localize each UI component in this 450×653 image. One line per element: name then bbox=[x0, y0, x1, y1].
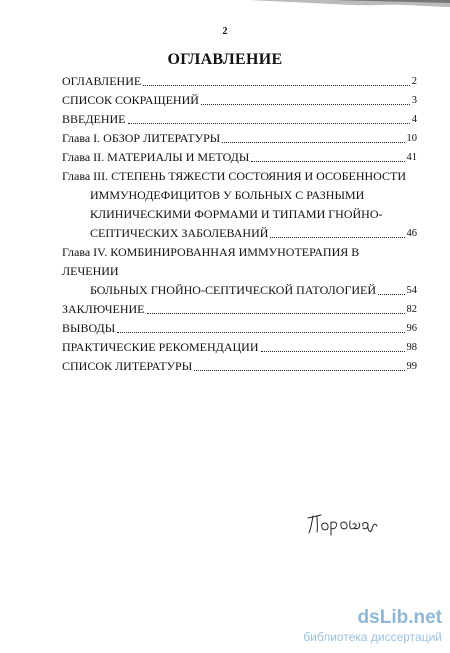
toc-entry bbox=[62, 243, 417, 300]
toc-entry bbox=[62, 91, 417, 110]
toc-entry bbox=[62, 110, 417, 129]
toc-entry-page: 10 bbox=[406, 133, 417, 144]
dot-leader bbox=[222, 142, 404, 143]
watermark-subtitle: библиотека диссертаций bbox=[303, 630, 442, 644]
toc-entry bbox=[62, 319, 417, 338]
dot-leader bbox=[251, 161, 404, 162]
toc-entry-line: БОЛЬНЫХ ГНОЙНО-СЕПТИЧЕСКОЙ ПАТОЛОГИЕЙ bbox=[90, 283, 377, 297]
toc-entry-line: ИММУНОДЕФИЦИТОВ У БОЛЬНЫХ С РАЗНЫМИ bbox=[90, 188, 365, 202]
toc-entry-label: СПИСОК СОКРАЩЕНИЙ bbox=[62, 93, 199, 107]
toc-entry-label: Глава II. МАТЕРИАЛЫ И МЕТОДЫ bbox=[62, 150, 250, 164]
toc-entry-label: ПРАКТИЧЕСКИЕ РЕКОМЕНДАЦИИ bbox=[62, 340, 259, 354]
toc-entry-line: Глава IV. КОМБИНИРОВАННАЯ ИММУНОТЕРАПИЯ В ЛЕЧЕНИИ bbox=[62, 245, 360, 278]
handwritten-signature bbox=[305, 509, 385, 537]
toc-entry bbox=[62, 338, 417, 357]
toc-entry-page: 98 bbox=[406, 342, 417, 353]
toc-entry-page: 54 bbox=[406, 285, 417, 296]
dot-leader bbox=[117, 332, 404, 333]
scan-edge-shadow bbox=[0, 0, 450, 12]
toc-entry-label: СПИСОК ЛИТЕРАТУРЫ bbox=[62, 359, 193, 373]
toc-entry bbox=[62, 148, 417, 167]
dot-leader bbox=[378, 294, 404, 295]
dot-leader bbox=[143, 85, 410, 86]
toc-entry-page: 46 bbox=[406, 228, 417, 239]
toc-entry-page: 99 bbox=[406, 361, 417, 372]
toc-entry bbox=[62, 167, 417, 243]
toc-entry-last-line bbox=[62, 281, 417, 300]
toc-entry-label: Глава I. ОБЗОР ЛИТЕРАТУРЫ bbox=[62, 131, 221, 145]
dot-leader bbox=[194, 370, 404, 371]
toc-entry bbox=[62, 300, 417, 319]
toc-entry-label: ЗАКЛЮЧЕНИЕ bbox=[62, 302, 145, 316]
toc-entry-page: 96 bbox=[406, 323, 417, 334]
toc-entry-line: Глава III. СТЕПЕНЬ ТЯЖЕСТИ СОСТОЯНИЯ И ОСОБЕННОСТИ bbox=[62, 169, 406, 183]
dot-leader bbox=[201, 104, 410, 105]
dot-leader bbox=[261, 351, 405, 352]
dot-leader bbox=[270, 237, 404, 238]
toc-entry-label: ВВЕДЕНИЕ bbox=[62, 112, 126, 126]
dot-leader bbox=[147, 313, 405, 314]
toc-entry-label: ОГЛАВЛЕНИЕ bbox=[62, 74, 142, 88]
table-of-contents bbox=[62, 72, 417, 376]
toc-entry bbox=[62, 357, 417, 376]
toc-entry-line: КЛИНИЧЕСКИМИ ФОРМАМИ И ТИПАМИ ГНОЙНО- bbox=[90, 207, 383, 221]
page-number: 2 bbox=[222, 26, 228, 37]
watermark bbox=[292, 607, 442, 647]
toc-entry bbox=[62, 72, 417, 91]
toc-entry bbox=[62, 129, 417, 148]
page-title: ОГЛАВЛЕНИЕ bbox=[167, 51, 283, 68]
toc-entry-page: 4 bbox=[411, 114, 417, 125]
watermark-logo: dsLib.net bbox=[357, 607, 442, 628]
toc-entry-last-line bbox=[62, 224, 417, 243]
toc-entry-line: СЕПТИЧЕСКИХ ЗАБОЛЕВАНИЙ bbox=[90, 226, 269, 240]
toc-entry-page: 3 bbox=[411, 95, 417, 106]
dot-leader bbox=[128, 123, 410, 124]
toc-entry-page: 82 bbox=[406, 304, 417, 315]
toc-entry-page: 41 bbox=[406, 152, 417, 163]
toc-entry-page: 2 bbox=[411, 76, 417, 87]
toc-entry-label: ВЫВОДЫ bbox=[62, 321, 116, 335]
